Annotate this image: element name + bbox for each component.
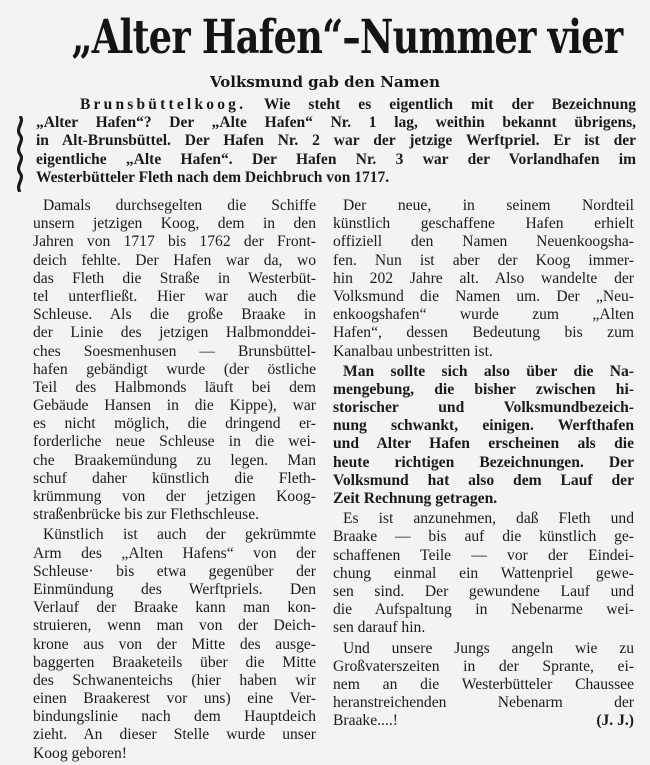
text-line: und Alter Hafen erscheinen als die bbox=[333, 435, 634, 453]
text-line: Volksmund hat also dem Lauf der bbox=[333, 471, 634, 489]
text-line: Braake — bis auf die künstlich ge- bbox=[333, 528, 634, 546]
text-line: es nicht möglich, die dringend er- bbox=[33, 415, 316, 433]
article-paragraph bbox=[333, 640, 634, 731]
text-line: der Linie des jetzigen Halbmonddei- bbox=[33, 324, 316, 342]
text-line: hafen gebändigt wurde (der östliche bbox=[33, 360, 316, 378]
signoff-row bbox=[333, 712, 634, 730]
text-line: Der neue, in seinem Nordteil bbox=[343, 197, 634, 214]
text-line: Großvaterszeiten in der Sprante, ei- bbox=[333, 657, 634, 675]
lead-line: Westerbütteler Fleth nach dem Deichbruch von 1717. bbox=[36, 168, 390, 186]
text-line: enkoogshafen“ wurde zum „Alten bbox=[333, 306, 634, 324]
text-line: tel unterfließt. Hier war auch die bbox=[33, 287, 316, 305]
wavy-rule-ornament-icon bbox=[14, 116, 26, 192]
text-line: schuf daher künstlich die Fleth- bbox=[33, 469, 316, 487]
text-line: offiziell den Namen Neuenkoogsha- bbox=[333, 233, 634, 251]
text-line: Schleuse. Als die große Braake in bbox=[33, 306, 316, 324]
text-line: krone aus von der Mitte des ausge- bbox=[33, 635, 316, 653]
text-line: heranstreichenden Nebenarm der bbox=[333, 694, 634, 712]
text-line: Koog geboren! bbox=[33, 744, 127, 762]
text-line: nem an die Westerbütteler Chaussee bbox=[333, 675, 634, 693]
text-line: fen. Nun ist aber der Koog immer- bbox=[333, 251, 634, 269]
text-line: unsern jetzigen Koog, dem in den bbox=[33, 215, 316, 233]
lead-line: „Alter Hafen“? Der „Alte Hafen“ Nr. 1 lag, weithin bekannt übrigens, bbox=[36, 114, 636, 132]
text-line: Einmündung des Werftpriels. Den bbox=[33, 580, 316, 598]
text-line: deich fehlte. Der Hafen war da, wo bbox=[33, 251, 316, 269]
text-line: sen darauf hin. bbox=[333, 619, 426, 637]
text-line: die Aufspaltung in Nebenarme wei- bbox=[333, 601, 634, 619]
headline: „Alter Hafen“–Nummer vier bbox=[71, 10, 623, 65]
text-line: ches Soesmenhusen — Brunsbüttel- bbox=[33, 342, 316, 360]
text-line: struieren, wenn man von der Deich- bbox=[33, 617, 316, 635]
text-line: des Schwanenteichs (hier haben wir bbox=[33, 671, 316, 689]
author-initials: (J. J.) bbox=[596, 712, 634, 730]
text-line: baggerten Braaketeils über die Mitte bbox=[33, 653, 316, 671]
text-line: Damals durchsegelten die Schiffe bbox=[43, 197, 316, 214]
text-line: Man sollte sich also über die Na- bbox=[343, 362, 634, 380]
text-line: Schleuse· bis etwa gegenüber der bbox=[33, 562, 316, 580]
article-paragraph bbox=[33, 197, 316, 524]
text-line: Hafen“, dessen Bedeutung bis zum bbox=[333, 324, 634, 342]
text-line: Arm des „Alten Hafens“ von der bbox=[33, 544, 316, 562]
text-line: hin 202 Jahre alt. Also wandelte der bbox=[333, 269, 634, 287]
left-column bbox=[33, 197, 316, 765]
text-line: Und unsere Jungs angeln wie zu bbox=[343, 639, 634, 657]
text-line: storischer und Volksmundbezeich- bbox=[333, 399, 634, 417]
text-line: krümmung von der jetzigen Koog- bbox=[33, 488, 316, 505]
subheadline: Volksmund gab den Namen bbox=[209, 73, 441, 91]
text-line: straßenbrücke bis zur Flethschleuse. bbox=[33, 506, 260, 524]
text-line: heute richtigen Bezeichnungen. Der bbox=[333, 453, 634, 471]
text-line: Künstlich ist auch der gekrümmte bbox=[43, 526, 316, 544]
text-line: Verlauf der Braake kann man kon- bbox=[33, 599, 316, 617]
text-line: Volksmund die Namen um. Der „Neu- bbox=[333, 287, 634, 305]
text-line: Jahren von 1717 bis 1762 der Front- bbox=[33, 233, 316, 251]
text-line: sen sind. Der gewundene Lauf und bbox=[333, 582, 634, 600]
text-line: das Fleth die Straße in Westerbüt- bbox=[33, 269, 316, 287]
lead-line: eigentliche „Alte Hafen“. Der Hafen Nr. 3 war der Vorlandhafen im bbox=[36, 150, 636, 168]
text-line: einen Braakerest vor uns) eine Ver- bbox=[33, 690, 316, 708]
lead-paragraph bbox=[36, 96, 636, 187]
article-paragraph bbox=[333, 197, 634, 361]
text-line: Es ist anzunehmen, daß Fleth und bbox=[343, 510, 634, 528]
dateline: Brunsbüttelkoog. bbox=[80, 96, 247, 113]
article-paragraph bbox=[33, 526, 316, 762]
text-line: zieht. An dieser Stelle wurde unser bbox=[33, 726, 316, 744]
text-line: mengebung, die bisher zwischen hi- bbox=[333, 380, 634, 398]
lead-line: Brunsbüttelkoog. Wie steht es eigentlich mit der Bezeichnung bbox=[80, 96, 636, 113]
text-line: künstlich geschaffene Hafen erhielt bbox=[333, 215, 634, 233]
lead-line: in Alt-Brunsbüttel. Der Hafen Nr. 2 war der jetzige Werftpriel. Er ist der bbox=[36, 132, 636, 150]
text-line: chung einmal ein Wattenpriel gewe- bbox=[333, 564, 634, 582]
closing-line: Braake....! bbox=[333, 712, 398, 730]
text-line: Kanalbau unbestritten ist. bbox=[333, 342, 493, 360]
text-line: Gebäude Hansen in die Kippe), war bbox=[33, 397, 316, 415]
text-line: nung schwankt, einigen. Werfthafen bbox=[333, 417, 634, 435]
text-line: Zeit Rechnung getragen. bbox=[333, 490, 498, 507]
text-line: schaffenen Teile — vor der Eindei- bbox=[333, 546, 634, 564]
text-line: forderliche neue Schleuse in die wei- bbox=[33, 433, 316, 451]
article-paragraph bbox=[333, 363, 634, 509]
text-line: bindungslinie nach dem Hauptdeich bbox=[33, 708, 316, 726]
text-line: Teil des Halbmonds läuft bei dem bbox=[33, 378, 316, 396]
text-line: che Braakemündung zu legen. Man bbox=[33, 451, 316, 469]
article-paragraph bbox=[333, 510, 634, 637]
right-column bbox=[333, 197, 634, 732]
